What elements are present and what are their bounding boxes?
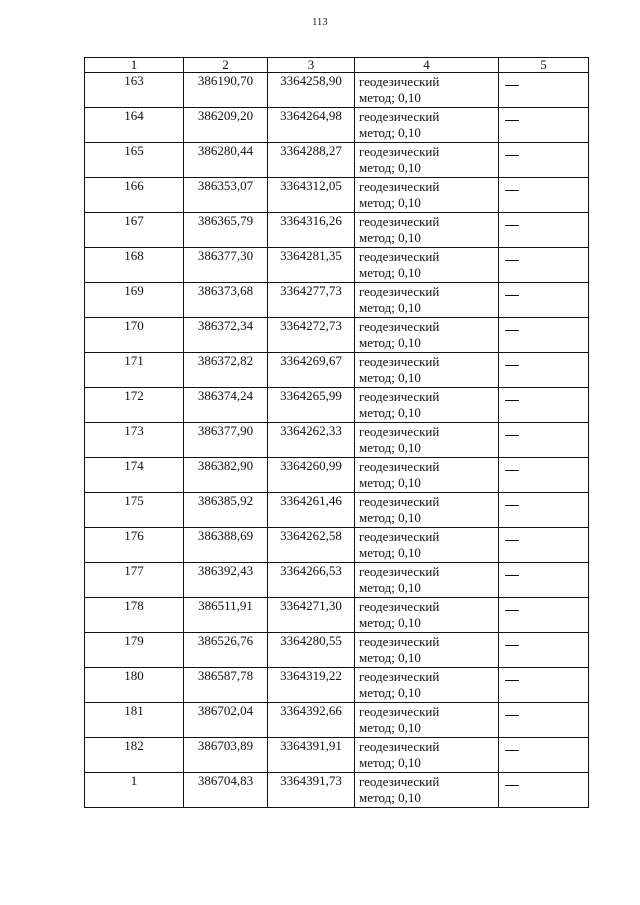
method-cell	[355, 108, 499, 143]
y-coordinate-cell: 3364266,53	[268, 563, 355, 598]
column-5-cell	[499, 493, 589, 528]
column-5-cell	[499, 318, 589, 353]
column-5-cell	[499, 423, 589, 458]
column-5-cell	[499, 563, 589, 598]
x-coordinate-cell: 386704,83	[184, 773, 268, 808]
dash-mark	[505, 645, 519, 646]
column-5-cell	[499, 633, 589, 668]
header-col-3: 3	[268, 58, 355, 73]
method-cell	[355, 318, 499, 353]
dash-mark	[505, 365, 519, 366]
method-cell	[355, 493, 499, 528]
point-number-cell: 174	[85, 458, 184, 493]
table-body	[85, 73, 589, 808]
x-coordinate-cell: 386382,90	[184, 458, 268, 493]
point-number-cell: 164	[85, 108, 184, 143]
x-coordinate-cell: 386377,30	[184, 248, 268, 283]
table-row	[85, 598, 589, 633]
method-line-1: геодезический	[359, 564, 440, 579]
y-coordinate-cell: 3364281,35	[268, 248, 355, 283]
column-5-cell	[499, 283, 589, 318]
method-line-2: метод; 0,10	[359, 615, 421, 630]
table-row	[85, 738, 589, 773]
column-5-cell	[499, 703, 589, 738]
y-coordinate-cell: 3364312,05	[268, 178, 355, 213]
table-row	[85, 213, 589, 248]
dash-mark	[505, 750, 519, 751]
y-coordinate-cell: 3364258,90	[268, 73, 355, 108]
dash-mark	[505, 715, 519, 716]
y-coordinate-cell: 3364261,46	[268, 493, 355, 528]
y-coordinate-cell: 3364265,99	[268, 388, 355, 423]
table-row	[85, 773, 589, 808]
y-coordinate-cell: 3364319,22	[268, 668, 355, 703]
x-coordinate-cell: 386526,76	[184, 633, 268, 668]
point-number-cell: 178	[85, 598, 184, 633]
point-number-cell: 169	[85, 283, 184, 318]
method-line-1: геодезический	[359, 669, 440, 684]
method-line-2: метод; 0,10	[359, 475, 421, 490]
method-cell	[355, 388, 499, 423]
x-coordinate-cell: 386353,07	[184, 178, 268, 213]
dash-mark	[505, 575, 519, 576]
dash-mark	[505, 155, 519, 156]
method-line-2: метод; 0,10	[359, 230, 421, 245]
method-cell	[355, 528, 499, 563]
method-line-1: геодезический	[359, 424, 440, 439]
y-coordinate-cell: 3364272,73	[268, 318, 355, 353]
method-line-1: геодезический	[359, 354, 440, 369]
method-line-2: метод; 0,10	[359, 300, 421, 315]
column-5-cell	[499, 108, 589, 143]
dash-mark	[505, 190, 519, 191]
table-row	[85, 283, 589, 318]
column-5-cell	[499, 528, 589, 563]
dash-mark	[505, 225, 519, 226]
x-coordinate-cell: 386392,43	[184, 563, 268, 598]
table-row	[85, 388, 589, 423]
table-row	[85, 703, 589, 738]
point-number-cell: 163	[85, 73, 184, 108]
method-line-2: метод; 0,10	[359, 335, 421, 350]
column-5-cell	[499, 73, 589, 108]
dash-mark	[505, 400, 519, 401]
table-row	[85, 318, 589, 353]
method-line-2: метод; 0,10	[359, 720, 421, 735]
x-coordinate-cell: 386209,20	[184, 108, 268, 143]
column-5-cell	[499, 598, 589, 633]
method-line-1: геодезический	[359, 319, 440, 334]
column-5-cell	[499, 388, 589, 423]
method-line-1: геодезический	[359, 284, 440, 299]
dash-mark	[505, 120, 519, 121]
column-5-cell	[499, 353, 589, 388]
page-number: 113	[312, 17, 328, 28]
column-5-cell	[499, 248, 589, 283]
y-coordinate-cell: 3364262,33	[268, 423, 355, 458]
point-number-cell: 167	[85, 213, 184, 248]
y-coordinate-cell: 3364391,73	[268, 773, 355, 808]
header-col-5: 5	[499, 58, 589, 73]
table-row	[85, 73, 589, 108]
dash-mark	[505, 330, 519, 331]
y-coordinate-cell: 3364280,55	[268, 633, 355, 668]
column-5-cell	[499, 773, 589, 808]
table-row	[85, 668, 589, 703]
method-cell	[355, 178, 499, 213]
method-cell	[355, 73, 499, 108]
method-cell	[355, 353, 499, 388]
table-row	[85, 458, 589, 493]
method-cell	[355, 143, 499, 178]
method-line-2: метод; 0,10	[359, 545, 421, 560]
method-line-1: геодезический	[359, 249, 440, 264]
table-row	[85, 493, 589, 528]
method-line-1: геодезический	[359, 634, 440, 649]
point-number-cell: 181	[85, 703, 184, 738]
point-number-cell: 175	[85, 493, 184, 528]
table-row	[85, 633, 589, 668]
dash-mark	[505, 610, 519, 611]
x-coordinate-cell: 386587,78	[184, 668, 268, 703]
method-cell	[355, 668, 499, 703]
table-header-row	[85, 58, 589, 73]
method-line-2: метод; 0,10	[359, 370, 421, 385]
column-5-cell	[499, 213, 589, 248]
method-cell	[355, 563, 499, 598]
y-coordinate-cell: 3364271,30	[268, 598, 355, 633]
header-col-1: 1	[85, 58, 184, 73]
method-line-2: метод; 0,10	[359, 580, 421, 595]
point-number-cell: 176	[85, 528, 184, 563]
dash-mark	[505, 435, 519, 436]
column-5-cell	[499, 668, 589, 703]
table-row	[85, 108, 589, 143]
y-coordinate-cell: 3364260,99	[268, 458, 355, 493]
x-coordinate-cell: 386372,34	[184, 318, 268, 353]
method-line-2: метод; 0,10	[359, 790, 421, 805]
y-coordinate-cell: 3364269,67	[268, 353, 355, 388]
point-number-cell: 165	[85, 143, 184, 178]
method-line-1: геодезический	[359, 494, 440, 509]
method-line-1: геодезический	[359, 389, 440, 404]
method-line-1: геодезический	[359, 214, 440, 229]
header-col-2: 2	[184, 58, 268, 73]
coordinates-table	[84, 57, 589, 808]
y-coordinate-cell: 3364262,58	[268, 528, 355, 563]
table-row	[85, 353, 589, 388]
column-5-cell	[499, 738, 589, 773]
method-cell	[355, 738, 499, 773]
method-line-1: геодезический	[359, 109, 440, 124]
method-cell	[355, 633, 499, 668]
y-coordinate-cell: 3364391,91	[268, 738, 355, 773]
dash-mark	[505, 505, 519, 506]
x-coordinate-cell: 386374,24	[184, 388, 268, 423]
method-line-2: метод; 0,10	[359, 440, 421, 455]
y-coordinate-cell: 3364277,73	[268, 283, 355, 318]
table-row	[85, 563, 589, 598]
x-coordinate-cell: 386377,90	[184, 423, 268, 458]
method-line-2: метод; 0,10	[359, 510, 421, 525]
method-line-2: метод; 0,10	[359, 685, 421, 700]
dash-mark	[505, 540, 519, 541]
method-line-2: метод; 0,10	[359, 90, 421, 105]
method-line-2: метод; 0,10	[359, 405, 421, 420]
point-number-cell: 179	[85, 633, 184, 668]
y-coordinate-cell: 3364316,26	[268, 213, 355, 248]
column-5-cell	[499, 458, 589, 493]
table-row	[85, 143, 589, 178]
method-line-1: геодезический	[359, 529, 440, 544]
method-line-2: метод; 0,10	[359, 265, 421, 280]
dash-mark	[505, 260, 519, 261]
table-row	[85, 178, 589, 213]
column-5-cell	[499, 178, 589, 213]
x-coordinate-cell: 386373,68	[184, 283, 268, 318]
point-number-cell: 173	[85, 423, 184, 458]
y-coordinate-cell: 3364264,98	[268, 108, 355, 143]
method-line-2: метод; 0,10	[359, 650, 421, 665]
point-number-cell: 182	[85, 738, 184, 773]
method-line-2: метод; 0,10	[359, 195, 421, 210]
point-number-cell: 171	[85, 353, 184, 388]
method-cell	[355, 598, 499, 633]
x-coordinate-cell: 386388,69	[184, 528, 268, 563]
method-line-2: метод; 0,10	[359, 755, 421, 770]
dash-mark	[505, 470, 519, 471]
x-coordinate-cell: 386385,92	[184, 493, 268, 528]
x-coordinate-cell: 386511,91	[184, 598, 268, 633]
dash-mark	[505, 785, 519, 786]
x-coordinate-cell: 386372,82	[184, 353, 268, 388]
column-5-cell	[499, 143, 589, 178]
method-cell	[355, 458, 499, 493]
x-coordinate-cell: 386365,79	[184, 213, 268, 248]
method-cell	[355, 213, 499, 248]
method-line-1: геодезический	[359, 774, 440, 789]
method-line-1: геодезический	[359, 599, 440, 614]
header-col-4: 4	[355, 58, 499, 73]
method-line-1: геодезический	[359, 459, 440, 474]
dash-mark	[505, 680, 519, 681]
x-coordinate-cell: 386190,70	[184, 73, 268, 108]
table-row	[85, 528, 589, 563]
x-coordinate-cell: 386703,89	[184, 738, 268, 773]
table-row	[85, 423, 589, 458]
method-line-2: метод; 0,10	[359, 125, 421, 140]
method-cell	[355, 248, 499, 283]
method-line-1: геодезический	[359, 179, 440, 194]
point-number-cell: 166	[85, 178, 184, 213]
x-coordinate-cell: 386702,04	[184, 703, 268, 738]
method-cell	[355, 703, 499, 738]
table-row	[85, 248, 589, 283]
method-cell	[355, 423, 499, 458]
point-number-cell: 170	[85, 318, 184, 353]
x-coordinate-cell: 386280,44	[184, 143, 268, 178]
method-line-1: геодезический	[359, 739, 440, 754]
y-coordinate-cell: 3364392,66	[268, 703, 355, 738]
y-coordinate-cell: 3364288,27	[268, 143, 355, 178]
method-line-1: геодезический	[359, 704, 440, 719]
point-number-cell: 180	[85, 668, 184, 703]
dash-mark	[505, 295, 519, 296]
method-cell	[355, 773, 499, 808]
method-line-1: геодезический	[359, 74, 440, 89]
point-number-cell: 1	[85, 773, 184, 808]
point-number-cell: 168	[85, 248, 184, 283]
dash-mark	[505, 85, 519, 86]
method-cell	[355, 283, 499, 318]
method-line-2: метод; 0,10	[359, 160, 421, 175]
point-number-cell: 177	[85, 563, 184, 598]
method-line-1: геодезический	[359, 144, 440, 159]
point-number-cell: 172	[85, 388, 184, 423]
